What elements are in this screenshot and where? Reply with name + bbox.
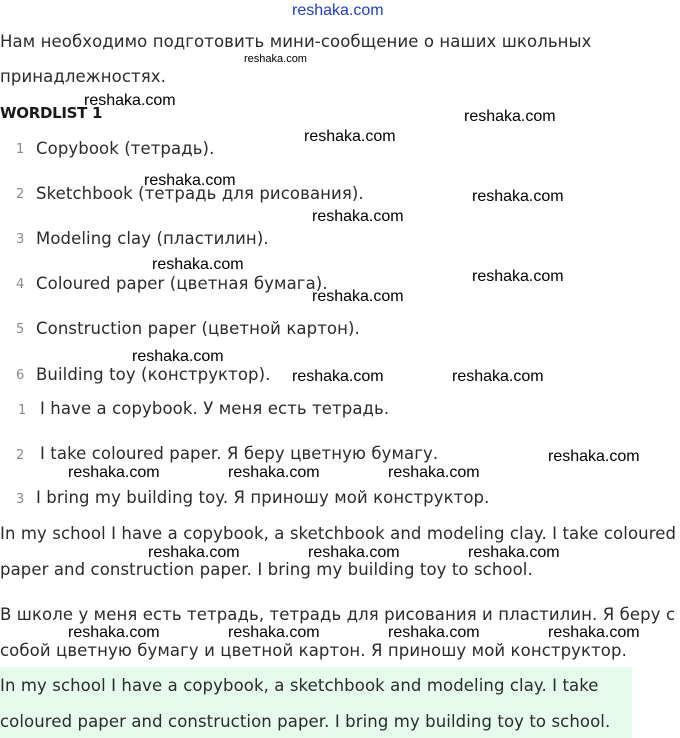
list-item-number: 2: [16, 187, 25, 202]
list-item-number: 3: [16, 232, 25, 247]
list-item-number: 6: [16, 368, 25, 383]
watermark: reshaka.com: [468, 544, 560, 561]
watermark: reshaka.com: [312, 288, 404, 305]
list-item: Copybook (тетрадь).: [36, 139, 215, 158]
watermark: reshaka.com: [388, 624, 480, 641]
watermark: reshaka.com: [548, 624, 640, 641]
watermark: reshaka.com: [292, 368, 384, 385]
watermark: reshaka.com: [464, 108, 556, 125]
highlight-line-1: In my school I have a copybook, a sketchbook and modeling clay. I take: [0, 676, 599, 695]
sentence-number: 3: [16, 492, 25, 507]
watermark: reshaka.com: [304, 128, 396, 145]
intro-line-2: принадлежностях.: [0, 67, 166, 86]
watermark: reshaka.com: [148, 544, 240, 561]
sentence-number: 2: [16, 448, 25, 463]
watermark: reshaka.com: [132, 348, 224, 365]
list-item: Building toy (конструктор).: [36, 365, 271, 384]
sentence: I have a copybook. У меня есть тетрадь.: [40, 399, 390, 418]
sentence-number: 1: [18, 403, 27, 418]
highlight-line-2: coloured paper and construction paper. I bring my building toy to school.: [0, 712, 611, 731]
watermark: reshaka.com: [68, 464, 160, 481]
watermark: reshaka.com: [308, 544, 400, 561]
watermark-top: reshaka.com: [292, 2, 384, 19]
intro-line-1: Нам необходимо подготовить мини-сообщение о наших школьных: [0, 32, 592, 51]
watermark: reshaka.com: [244, 53, 307, 65]
wordlist-heading: WORDLIST 1: [0, 104, 103, 122]
list-item-number: 1: [16, 142, 25, 157]
paragraph-en-line-2: paper and construction paper. I bring my building toy to school.: [0, 560, 533, 579]
list-item: Construction paper (цветной картон).: [36, 319, 360, 338]
watermark: reshaka.com: [144, 172, 236, 189]
list-item-number: 4: [16, 277, 25, 292]
list-item-number: 5: [16, 322, 25, 337]
paragraph-en-line-1: In my school I have a copybook, a sketchbook and modeling clay. I take coloured: [0, 524, 677, 543]
watermark: reshaka.com: [548, 448, 640, 465]
watermark: reshaka.com: [84, 92, 176, 109]
watermark: reshaka.com: [388, 464, 480, 481]
watermark: reshaka.com: [312, 208, 404, 225]
sentence: I bring my building toy. Я приношу мой конструктор.: [36, 488, 490, 507]
watermark: reshaka.com: [228, 624, 320, 641]
list-item: Coloured paper (цветная бумага).: [36, 274, 328, 293]
watermark: reshaka.com: [152, 256, 244, 273]
paragraph-ru-line-2: собой цветную бумагу и цветной картон. Я приношу мой конструктор.: [0, 641, 627, 660]
sentence: I take coloured paper. Я беру цветную бумагу.: [40, 444, 439, 463]
watermark: reshaka.com: [472, 268, 564, 285]
list-item: Modeling clay (пластилин).: [36, 229, 269, 248]
watermark: reshaka.com: [472, 188, 564, 205]
paragraph-ru-line-1: В школе у меня есть тетрадь, тетрадь для рисования и пластилин. Я беру с: [0, 605, 676, 624]
watermark: reshaka.com: [452, 368, 544, 385]
list-item: Sketchbook (тетрадь для рисования).: [36, 184, 364, 203]
watermark: reshaka.com: [228, 464, 320, 481]
watermark: reshaka.com: [68, 624, 160, 641]
